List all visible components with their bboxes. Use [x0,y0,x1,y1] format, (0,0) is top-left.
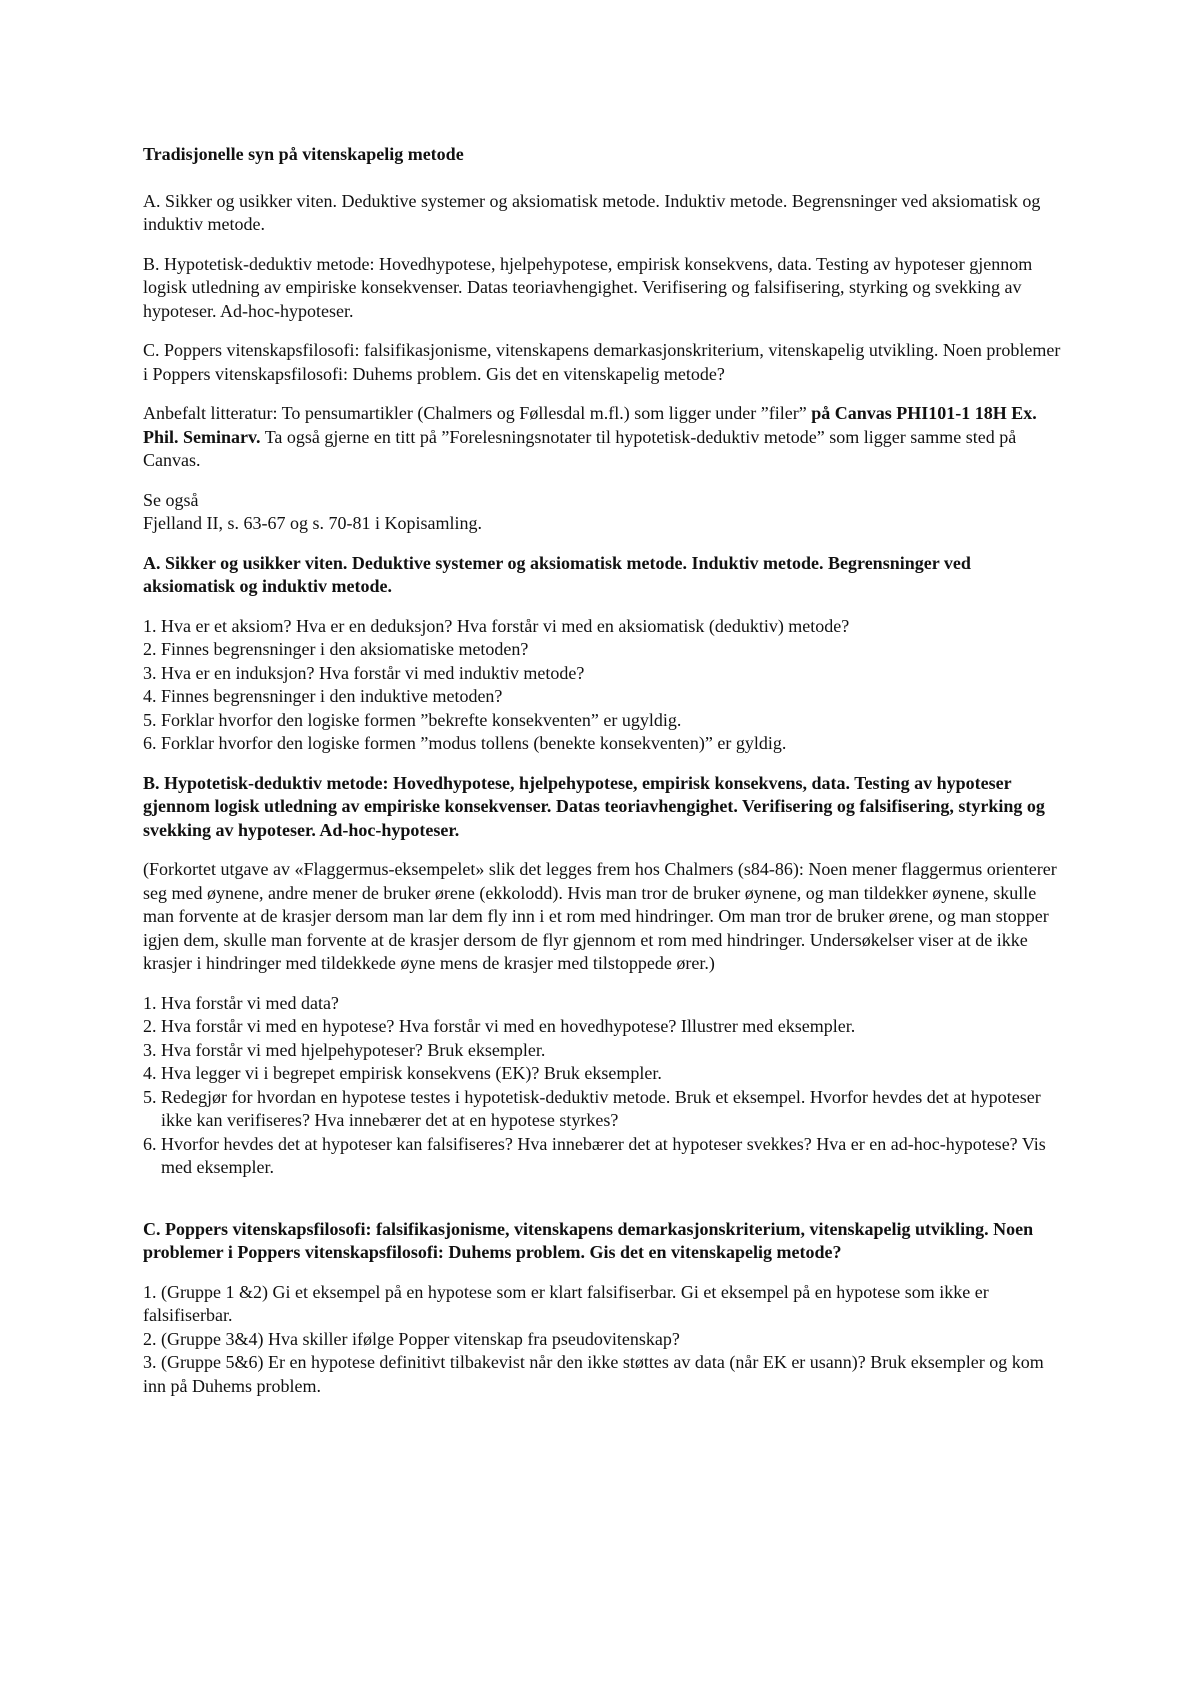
see-also-paragraph [143,489,1063,536]
list-item: 5. Forklar hvorfor den logiske formen ”bekrefte konsekventen” er ugyldig. [143,709,682,730]
list-item: 1. (Gruppe 1 &2) Gi et eksempel på en hypotese som er klart falsifiserbar. Gi et eksempel på en hypotese som ikke er falsifiserbar. [143,1281,989,1325]
list-item: 2. Finnes begrensninger i den aksiomatiske metoden? [143,639,529,659]
list-item: 1. Hva er et aksiom? Hva er en deduksjon? Hva forstår vi med en aksiomatisk (deduktiv) metode? [143,615,850,636]
section-b-heading: B. Hypotetisk-deduktiv metode: Hovedhypotese, hjelpehypotese, empirisk konsekvens, data. Testing av hypoteser gjennom logisk utledning av empiriske konsekvenser. Datas teoriavhengighet. Verifisering og falsifisering, styrking og svekking av hypoteser. Ad-hoc-hypoteser. [143,772,1045,840]
list-item: 6. Forklar hvorfor den logiske formen ”modus tollens (benekte konsekventen)” er gyldig. [143,733,787,753]
intro-paragraph-a: A. Sikker og usikker viten. Deduktive systemer og aksiomatisk metode. Induktiv metode. Begrensninger ved aksiomatisk og induktiv metode. [143,190,1041,234]
section-c-heading: C. Poppers vitenskapsfilosofi: falsifikasjonisme, vitenskapens demarkasjonskriterium, vitenskapelig utvikling. Noen problemer i Poppers vitenskapsfilosofi: Duhems problem. Gis det en vitenskapelig metode? [143,1218,1034,1262]
literature-paragraph [143,402,1063,473]
list-item: 3. (Gruppe 5&6) Er en hypotese definitivt tilbakevist når den ikke støttes av data (når EK er usann)? Bruk eksempler og kom inn på Duhems problem. [143,1352,1044,1396]
document-page [143,143,1063,1414]
section-a-heading: A. Sikker og usikker viten. Deduktive systemer og aksiomatisk metode. Induktiv metode. Begrensninger ved aksiomatisk og induktiv metode. [143,552,971,596]
literature-text-continued: Ta også gjerne en titt på ”Forelesningsnotater til hypotetisk-deduktiv metode” som ligger samme sted på Canvas. [143,426,1017,470]
list-item: 4. Finnes begrensninger i den induktive metoden? [143,686,503,706]
see-also-label: Se også [143,489,199,510]
section-c-question-list [143,1281,1063,1399]
list-item: 2. (Gruppe 3&4) Hva skiller ifølge Popper vitenskap fra pseudovitenskap? [143,1328,680,1349]
section-b-question-list [143,992,1063,1180]
section-b-example-paragraph: (Forkortet utgave av «Flaggermus-eksempelet» slik det legges frem hos Chalmers (s84-86): Noen mener flaggermus orienterer seg med øynene, andre mener de bruker ørene (ekkolodd). Hvis man tror de bruker øynene, og man tildekker øynene, skulle man forvente at de krasjer dersom man lar dem fly inn i et rom med hindringer. Om man tror de bruker ørene, og man stopper igjen dem, skulle man forvente at de krasjer dersom de flyr gjennom et rom med hindringer. Undersøkelser viser at de ikke krasjer i hindringer med tildekkede øyne mens de krasjer med tilstoppede ører.) [143,859,1057,973]
section-a-question-list [143,615,1063,756]
page-title: Tradisjonelle syn på vitenskapelig metode [143,144,464,164]
see-also-reference: Fjelland II, s. 63-67 og s. 70-81 i Kopisamling. [143,513,482,533]
intro-paragraph-c: C. Poppers vitenskapsfilosofi: falsifikasjonisme, vitenskapens demarkasjonskriterium, vitenskapelig utvikling. Noen problemer i Poppers vitenskapsfilosofi: Duhems problem. Gis det en vitenskapelig metode? [143,340,1061,384]
literature-text: Anbefalt litteratur: To pensumartikler (Chalmers og Føllesdal m.fl.) som ligger under ”filer” [143,403,812,423]
intro-paragraph-b: B. Hypotetisk-deduktiv metode: Hovedhypotese, hjelpehypotese, empirisk konsekvens, data. Testing av hypoteser gjennom logisk utledning av empiriske konsekvenser. Datas teoriavhengighet. Verifisering og falsifisering, styrking og svekking av hypoteser. Ad-hoc-hypoteser. [143,253,1033,321]
list-item: 3. Hva er en induksjon? Hva forstår vi med induktiv metode? [143,662,585,683]
list-item: 6. Hvorfor hevdes det at hypoteser kan falsifiseres? Hva innebærer det at hypoteser svekkes? Hva er en ad-hoc-hypotese? Vis med eksempler. [143,1133,1046,1177]
list-item: 4. Hva legger vi i begrepet empirisk konsekvens (EK)? Bruk eksempler. [143,1063,662,1083]
list-item: 3. Hva forstår vi med hjelpehypoteser? Bruk eksempler. [143,1039,546,1060]
list-item: 5. Redegjør for hvordan en hypotese testes i hypotetisk-deduktiv metode. Bruk et eksempel. Hvorfor hevdes det at hypoteser ikke kan verifiseres? Hva innebærer det at en hypotese styrkes? [143,1086,1041,1130]
list-item: 2. Hva forstår vi med en hypotese? Hva forstår vi med en hovedhypotese? Illustrer med eksempler. [143,1016,856,1036]
literature-canvas-reference: på Canvas PHI101-1 18H Ex. Phil. Seminarv. [143,403,1037,447]
list-item: 1. Hva forstår vi med data? [143,992,339,1013]
